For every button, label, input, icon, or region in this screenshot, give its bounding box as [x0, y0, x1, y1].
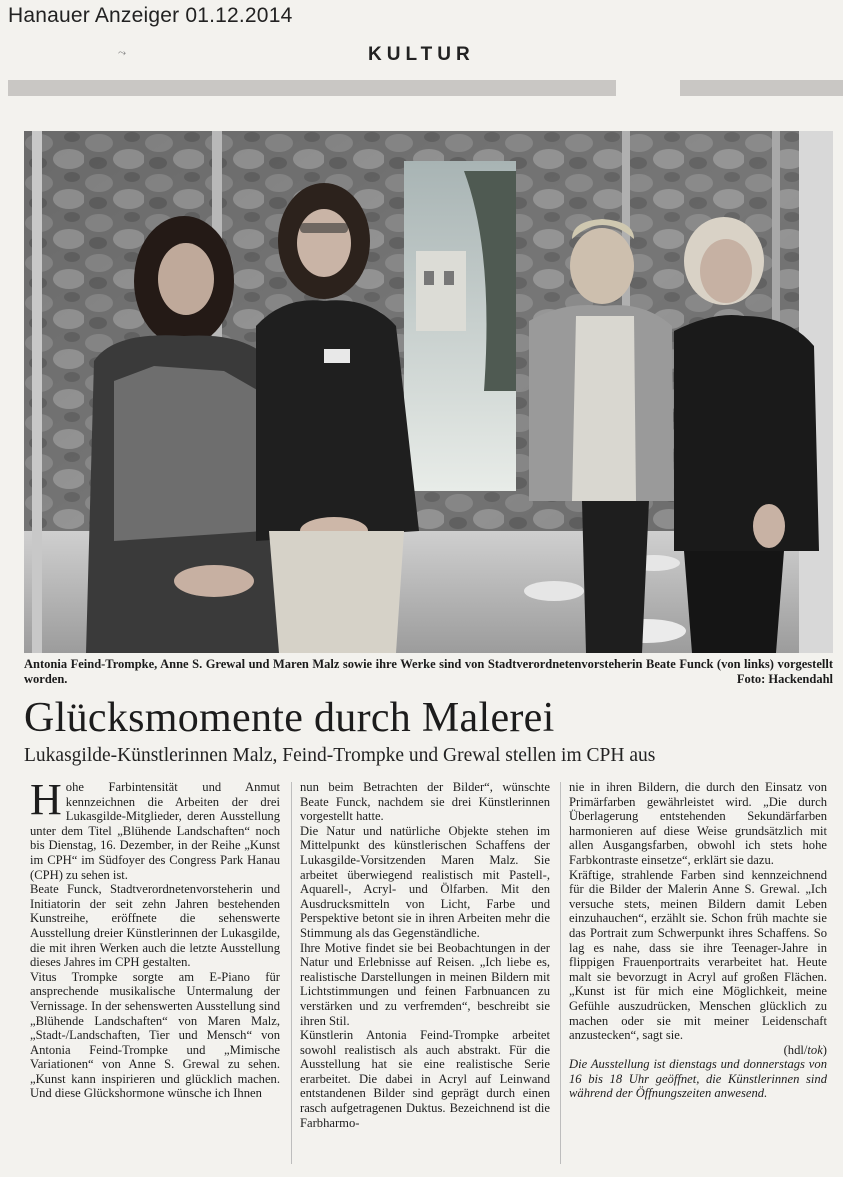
- header-rule-right: [680, 80, 843, 96]
- article-column-1: [30, 775, 280, 1101]
- article-photo: [24, 131, 833, 653]
- paragraph: Hohe Farbintensität und Anmut kennzeichnen die Arbeiten der drei Lukasgilde-Mitglieder, deren Ausstellung unter dem Titel „Blühende Landschaften“ noch bis Dienstag, 16. Dezember, in der Reihe „Kunst im CPH“ im Südfoyer des Congress Park Hanau (CPH) zu sehen ist.: [30, 775, 280, 882]
- column-divider: [560, 782, 561, 1164]
- photo-caption: [24, 657, 833, 687]
- section-label: KULTUR: [368, 44, 475, 65]
- paragraph: Die Natur und natürliche Objekte stehen im Mittelpunkt des künstlerischen Schaffens der Lukasgilde-Vorsitzenden Maren Malz. Sie arbeitet überwiegend realistisch mit Pastell-, Aquarell-, Acryl- und Ölfarben. Mit den Ausdrucksmitteln von Licht, Farbe und Perspektive betont sie in ihren Arbeiten mehr die Stimmung als das Gegenständliche.: [300, 823, 550, 940]
- paragraph: Beate Funck, Stadtverordnetenvorsteherin und Initiatorin der seit zehn Jahren bestehenden Kunstreihe, eröffnete die sehenswerte Ausstellung dreier Künstlerinnen der Lukasgilde, die mit ihren Werken auch die letzte Ausstellung dieses Jahres im CPH gestalten.: [30, 882, 280, 970]
- newspaper-source-line: Hanauer Anzeiger 01.12.2014: [8, 4, 293, 27]
- photo-credit: Foto: Hackendahl: [736, 672, 833, 686]
- column-divider: [291, 782, 292, 1164]
- exhibition-hours-note: Die Ausstellung ist dienstags und donnerstags von 16 bis 18 Uhr geöffnet, die Künstlerinnen sind während der Öffnungszeiten anwesend.: [569, 1057, 827, 1101]
- paragraph: Kräftige, strahlende Farben sind kennzeichnend für die Bilder der Malerin Anne S. Grewal. „Ich versuche stets, meinen Bildern damit Leben einzuhauchen“, erzählt sie. Schon früh machte sie das Portrait zum Schwerpunkt ihres Schaffens. So lag es nahe, dass sie ihre Teenager-Jahre in flippigen Frauenportraits verarbeitet hat. Heute malt sie bevorzugt in Acryl auf großen Flächen. „Kunst ist für mich eine Möglichkeit, meine Gefühle auszudrücken, Menschen glücklich zu machen oder sie mit meiner Leidenschaft anzustecken“, sagt sie.: [569, 867, 827, 1043]
- header-rule-left: [8, 80, 616, 96]
- paragraph: nun beim Betrachten der Bilder“, wünschte Beate Funck, nachdem sie drei Künstlerinnen vorgestellt hatte.: [300, 780, 550, 824]
- author-signoff: (hdl/tok): [783, 1042, 827, 1057]
- paragraph: Vitus Trompke sorgte am E-Piano für ansprechende musikalische Untermalung der Vernissage. In der sehenswerten Ausstellung sind „Blühende Landschaften“ von Maren Malz, „Stadt-/Landschaften, Tier und Mensch“ von Antonia Feind-Trompke und „Mimische Variationen“ von Anne S. Grewal zu sehen. „Kunst kann inspirieren und glücklich machen. Und diese Glückshormone wünsche ich Ihnen: [30, 969, 280, 1101]
- paragraph: Künstlerin Antonia Feind-Trompke arbeitet sowohl realistisch als auch abstrakt. Für die Ausstellung hat sie eine realistische Serie erarbeitet. Die dabei in Acryl auf Leinwand entstandenen Bilder sind geprägt durch einen rasch aufgetragenen Duktus. Bezeichnend ist die Farbharmo-: [300, 1028, 550, 1130]
- article-headline: Glücksmomente durch Malerei: [24, 695, 555, 741]
- scan-mark: ⤳: [118, 48, 126, 59]
- drop-cap: H: [30, 775, 62, 824]
- photo-caption-text: Antonia Feind-Trompke, Anne S. Grewal und Maren Malz sowie ihre Werke sind von Stadtverordnetenvorsteherin Beate Funck (von links) vorgestellt worden.: [24, 657, 833, 686]
- article-column-3: [569, 780, 827, 1101]
- article-column-2: [300, 780, 550, 1130]
- article-subheadline: Lukasgilde-Künstlerinnen Malz, Feind-Trompke und Grewal stellen im CPH aus: [24, 745, 656, 766]
- paragraph: nie in ihren Bildern, die durch den Einsatz von Primärfarben gewährleistet wird. „Die durch Überlagerung entstehenden Sekundärfarben harmonieren auf diese Weise grundsätzlich mit allen Ausgangsfarben, obwohl ich stets hohe Farbkontraste einsetze“, erklärt sie dazu.: [569, 780, 827, 867]
- paragraph: Ihre Motive findet sie bei Beobachtungen in der Natur und Erlebnisse auf Reisen. „Ich liebe es, realistische Darstellungen in meinen Bildern mit Lichtstimmungen und feinen Farbnuancen zu verstärken und zu verfremden“, beschreibt sie ihren Stil.: [300, 940, 550, 1028]
